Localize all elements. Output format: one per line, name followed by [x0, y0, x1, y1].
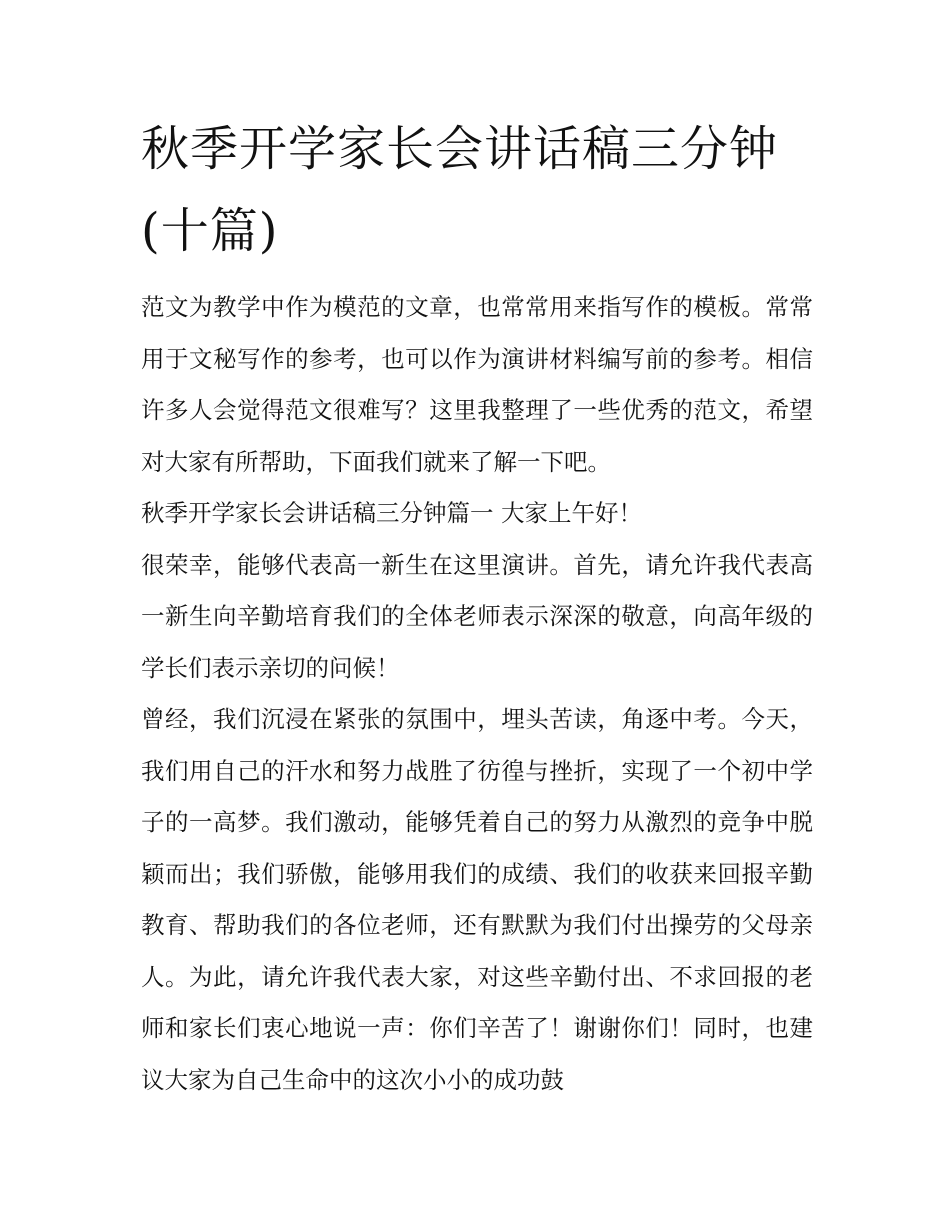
paragraph-intro: 范文为教学中作为模范的文章，也常常用来指写作的模板。常常用于文秘写作的参考，也可以作为演讲材料编写前的参考。相信许多人会觉得范文很难写？这里我整理了一些优秀的范文，希望对大家有所帮助，下面我们就来了解一下吧。 [141, 293, 813, 476]
paragraph-section-heading: 秋季开学家长会讲话稿三分钟篇一 大家上午好！ [141, 499, 642, 527]
document-content [141, 108, 813, 1106]
document-title: 秋季开学家长会讲话稿三分钟(十篇) [141, 121, 779, 259]
paragraph-main: 曾经，我们沉浸在紧张的氛围中，埋头苦读，角逐中考。今天，我们用自己的汗水和努力战胜了彷徨与挫折，实现了一个初中学子的一高梦。我们激动，能够凭着自己的努力从激烈的竞争中脱颖而出；我们骄傲，能够用我们的成绩、我们的收获来回报辛勤教育、帮助我们的各位老师，还有默默为我们付出操劳的父母亲人。为此，请允许我代表大家，对这些辛勤付出、不求回报的老师和家长们衷心地说一声：你们辛苦了！谢谢你们！同时，也建议大家为自己生命中的这次小小的成功鼓 [141, 705, 813, 1094]
paragraph-greeting: 很荣幸，能够代表高一新生在这里演讲。首先，请允许我代表高一新生向辛勤培育我们的全体老师表示深深的敬意，向高年级的学长们表示亲切的问候！ [141, 550, 813, 682]
document-body [141, 282, 813, 1106]
